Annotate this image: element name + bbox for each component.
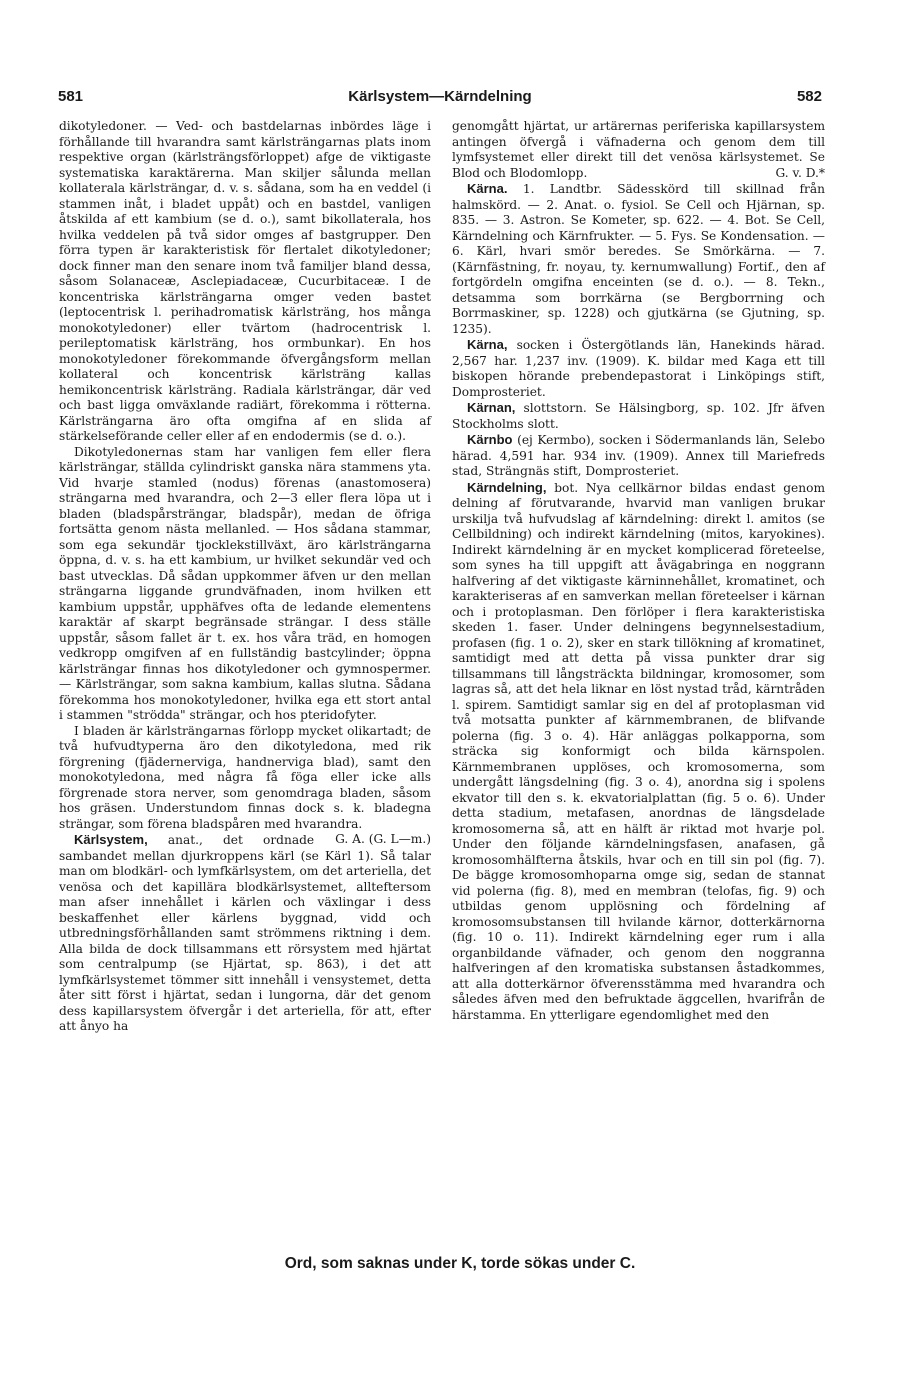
entry-headword: Kärnan,: [467, 400, 516, 415]
entry-body: 1. Landtbr. Sädesskörd till skillnad från halmskörd. — 2. Anat. o. fysiol. Se Cell och Hjärnan, sp. 835. — 3. Astron. Se Kometer, sp. 622. — 4. Bot. Se Cell, Kärndelning och Kärnfrukter. — 5. Fys. Se Kondensation. — 6. Kärl, hvari smör beredes. Se Smörkärna. — 7. (Kärnfästning, fr. noyau, ty. kernumwallung) Fortif., den af fortgördeln omgifna enceinten (se d. o.). — 8. Tekn., detsamma som borrkärna (se Bergborrning och Borrmaskiner, sp. 1228) och gjutkärna (se Gjutning, sp. 1235).: [452, 182, 825, 336]
entry-headword: Kärndelning,: [467, 479, 547, 495]
entry-karlsystem: [59, 832, 431, 1035]
paragraph-text: I bladen är kärlsträngarnas förlopp mycket olikartadt; de två hufvudtyperna äro den dikotyledona, med rik förgrening (fjädernerviga, handnerviga blad), samt den monokotyledona, med några få föga eller icke alls förgrenade stora nerver, som genomdraga bladen, såsom hos gräsen. Understundom finnas dock s. k. bladegna strängar, som förena bladspåren med hvarandra.: [59, 723, 431, 831]
entry-headword: Kärna,: [467, 337, 508, 352]
entry-karnbo: [452, 432, 825, 480]
entry-karndelning: [452, 480, 825, 1024]
paragraph-continuation: dikotyledoner. — Ved- och bastdelarnas inbördes läge i förhållande till hvarandra samt kärlsträngarnas plats inom respektive organ (kärlsträngsförloppet) afge de viktigaste systematiska karaktärerna. Man skiljer sålunda mellan kollaterala kärlsträngar, d. v. s. sådana, som ha en veddel (i stammen inåt, i bladet uppåt) och en bastdel, vanligen åtskilda af ett kambium (se d. o.), samt bikollaterala, hos hvilka veddelen på två sidor omges af bastgrupper. Den förra typen är karakteristisk för flertalet dikotyledoner; dock finner man den senare inom två familjer bland dessa, såsom Solanaceæ, Asclepiadaceæ, Cucurbitaceæ. I de koncentriska kärlsträngarna omger veden bastet (leptocentrisk l. perihadromatisk kärlsträng, hos många monokotyledoner) eller tvärtom (hadrocentrisk l. perileptomatisk kärlsträng, hos ormbunkar). En hos monokotyledoner förekommande öfvergångsform mellan kollateral och koncentrisk kärlsträng kallas hemikoncentrisk kärlsträng. Radiala kärlsträngar, där ved och bast ligga omväxlande radiärt, förekomma i rötterna. Kärlsträngarna äro ofta omgifna af en slida af stärkelseförande celler eller af en endodermis (se d. o.).: [59, 119, 431, 443]
right-column: [452, 119, 825, 1023]
entry-headword: Kärna.: [467, 181, 508, 196]
entry-headword: Kärnbo: [467, 432, 513, 447]
entry-karna-socken: [452, 337, 825, 400]
paragraph-continuation: [452, 119, 825, 181]
page-number-left: 581: [58, 88, 84, 105]
entry-body: socken i Östergötlands län, Hanekinds härad. 2,567 har. 1,237 inv. (1909). K. bildar med Kaga ett till biskopen hörande prebendepastorat i Linköpings stift, Domprosteriet.: [452, 338, 825, 399]
entry-karna: [452, 181, 825, 337]
author-signature: G. v. D.*: [775, 165, 825, 180]
entry-body: anat., det ordnade sambandet mellan djurkroppens kärl (se Kärl 1). Så talar man om blodkärl- och lymfkärlsystem, om det arteriella, det venösa och det kapillära blodkärlsystemet, allteftersom man afser innehållet i kärlen och växlingar i dess beskaffenhet eller kärlens byggnad, vidd och utbredningsförhållanden samt strömmens riktning i dem. Alla bilda de dock tillsammans ett rörsystem med hjärtat som centralpump (se Hjärtat, sp. 863), i det att lymfkärlsystemet tömmer sitt innehåll i vensystemet, detta åter sitt först i hjärtat, sedan i lungorna, där det genom dess kapillarsystem öfvergår i det arteriella, för att, efter att ånyo ha: [59, 833, 431, 1033]
entry-body: (ej Kermbo), socken i Södermanlands län, Selebo härad. 4,591 har. 934 inv. (1909). Annex till Mariefreds stad, Strängnäs stift, Domprosteriet.: [452, 433, 825, 478]
page-header: [58, 88, 822, 110]
page-number-right: 582: [796, 88, 822, 105]
left-column: [59, 119, 431, 1035]
paragraph: Dikotyledonernas stam har vanligen fem eller flera kärlsträngar, ställda cylindriskt ganska nära stammens yta. Vid hvarje stamled (nodus) förenas (anastomosera) strängarna med hvarandra, och 2—3 eller flera löpa ut i bladen (bladspårsträngar, bladspår), medan de öfriga fortsätta genom nästa mellanled. — Hos sådana stammar, som ega sekundär tjocklekstillväxt, äro kärlsträngarna öppna, d. v. s. ha ett kambium, ur hvilket sekundär ved och bast utvecklas. Då sådan uppkommer äfven ur den mellan strängarna liggande grundväfnaden, inom hvilken ett kambium uppstår, upphäfves ofta de ledande elementens karaktär af skarpt begränsade strängar. I dess ställe uppstår, såsom fallet är t. ex. hos våra träd, en homogen vedkropp omgifven af en fullständig bastcylinder; öppna kärlsträngar finnas hos dikotyledoner och gymnospermer. — Kärlsträngar, som sakna kambium, kallas slutna. Sådana förekomma hos monokotyledoner, hvilka ega ett stort antal i stammen "strödda" strängar, och hos pteridofyter.: [59, 444, 431, 722]
entry-body: bot. Nya cellkärnor bildas endast genom delning af förutvarande, hvarvid man vanligen brukar urskilja två hufvudslag af kärndelning: direkt l. amitos (se Cellbildning) och indirekt kärndelning (mitos, karyokines). Indirekt kärndelning är en mycket komplicerad företeelse, som synes ha till uppgift att åvägabringa en noggrann halfvering af det viktigaste kärninnehållet, kromatinet, och karakteriseras af en samverkan mellan företeelser i kärnan och i protoplasman. Den förlöper i flera karakteristiska skeden 1. faser. Under delningens begynnelsestadium, profasen (fig. 1 o. 2), sker en stark tillökning af kromatinet, samtidigt med att detta på vissa punkter drar sig tillsammans till långsträckta bildningar, kromosomer, som lagras så, att det hela liknar en löst nystad tråd, kärntråden l. spirem. Samtidigt samlar sig en del af protoplasman vid två motsatta punkter af kärnmembranen, de blifvande polerna (fig. 3 o. 4). Här anläggas polkapporna, som sträcka sig konformigt och bilda kärnspolen. Kärnmembranen upplöses, och kromosomerna, som undergått längsdelning (fig. 3 o. 4), anordna sig i spolens ekvator till den s. k. ekvatorialplattan (fig. 5 o. 6). Under detta stadium, metafasen, anordnas de längsdelade kromosomerna så, att en hälft är riktad mot hvarje pol. Under den följande kärndelningsfasen, anafasen, gå kromosomhälfterna åtskils, hvar och en till sin pol (fig. 7). De bägge kromosomhoparna omge sig, sedan de stannat vid polerna (fig. 8), med en membran (telofas, fig. 9) och utbildas genom upplösning och fördelning af kromosomsubstansen till hvilande kärnor, dotterkärnorna (fig. 10 o. 11). Indirekt kärndelning eger rum i alla organbildande väfnader, och genom den noggranna halfveringen af den kromatiska substansen åstadkommes, att alla dotterkärnor öfverensstämma med hvarandra och således äfven med den befruktade äggcellen, hvarifrån de härstamma. En ytterligare egendomlighet med den: [452, 480, 825, 1022]
entry-headword: Kärlsystem,: [74, 832, 148, 847]
footer-note: Ord, som saknas under K, torde sökas under C.: [284, 1255, 636, 1272]
paragraph-text: genomgått hjärtat, ur artärernas periferiska kapillarsystem antingen öfvergå i väfnaderna och genom dem till lymfsystemet eller direkt till det venösa kärlsystemet. Se Blod och Blodomlopp.: [452, 119, 825, 180]
entry-body: slottstorn. Se Hälsingborg, sp. 102. Jfr äfven Stockholms slott.: [452, 401, 826, 431]
author-signature: G. A. (G. L—m.): [335, 832, 431, 846]
running-title: Kärlsystem—Kärndelning: [348, 88, 532, 105]
entry-karnan: [452, 400, 825, 432]
